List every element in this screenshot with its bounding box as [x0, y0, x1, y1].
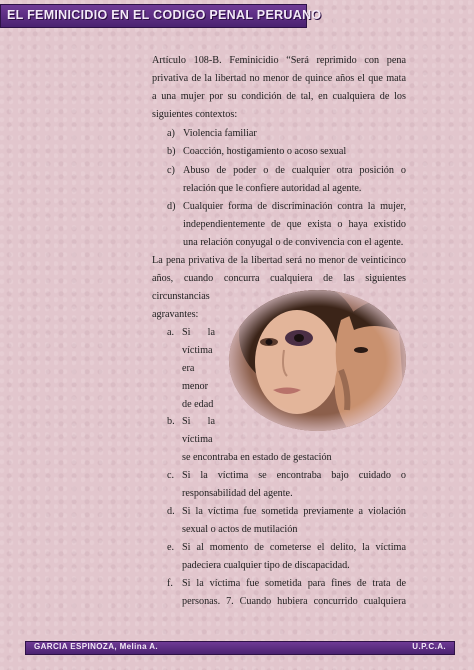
list-item-text: relación que le confiere autoridad al agente.: [183, 183, 362, 194]
list-item-text: era: [182, 363, 195, 374]
list-label: e.: [167, 542, 175, 553]
list-item-text: menor: [182, 381, 209, 392]
footer-banner: [25, 641, 455, 655]
list-item-text: padeciera cualquier tipo de discapacidad.: [182, 560, 350, 571]
list-label: c): [167, 165, 175, 176]
list-item-text: Si la víctima se encontraba bajo cuidado o: [182, 470, 406, 481]
list-item-text: víctima: [182, 434, 213, 445]
footer-institution: U.P.C.A.: [412, 642, 446, 651]
vignette-photo: [229, 290, 406, 431]
list-item-text: de edad: [182, 399, 214, 410]
list-label: b.: [167, 416, 175, 427]
list-label: a.: [167, 327, 175, 338]
list-item-text: Si la víctima fue sometida previamente a violación: [182, 506, 406, 517]
list-item-text: Abuso de poder o de cualquier otra posición o: [183, 165, 406, 176]
list-item-text: sexual o actos de mutilación: [182, 524, 298, 535]
list-item-text: responsabilidad del agente.: [182, 488, 293, 499]
list-item-text: independientemente de que exista o haya existido: [183, 219, 406, 230]
list-label: a): [167, 128, 175, 139]
list-label: d): [167, 201, 176, 212]
list-item-text: Si la: [182, 327, 215, 338]
list-label: c.: [167, 470, 175, 481]
photo-illustration: [229, 290, 406, 431]
list-item-text: Cualquier forma de discriminación contra la mujer,: [183, 201, 406, 212]
list-label: b): [167, 146, 176, 157]
list-item-text: Si la: [182, 416, 215, 427]
list-item-text: víctima: [182, 345, 213, 356]
page-title: EL FEMINICIDIO EN EL CODIGO PENAL PERUANO: [7, 8, 322, 22]
article-line: Artículo 108-B. Feminicidio “Será reprimido con pena: [152, 55, 406, 66]
article-line: años, cuando concurra cualquiera de las siguientes: [152, 273, 406, 284]
article-line: a una mujer por su condición de tal, en cualquiera de los: [152, 91, 406, 102]
article-line: agravantes:: [152, 309, 199, 320]
list-label: d.: [167, 506, 175, 517]
article-line: La pena privativa de la libertad será no menor de veinticinco: [152, 255, 406, 266]
article-line: privativa de la libertad no menor de quince años el que mata: [152, 73, 406, 84]
list-item-text: Si al momento de cometerse el delito, la víctima: [182, 542, 406, 553]
article-line: circunstancias: [152, 291, 210, 302]
list-item-text: Violencia familiar: [183, 128, 257, 139]
list-label: f.: [167, 578, 173, 589]
list-item-text: Si la víctima fue sometida para fines de trata de: [182, 578, 406, 589]
list-item-text: Coacción, hostigamiento o acoso sexual: [183, 146, 347, 157]
list-item-text: personas. 7. Cuando hubiera concurrido cualquiera: [182, 596, 406, 607]
list-item-text: se encontraba en estado de gestación: [182, 452, 332, 463]
header-banner: [0, 4, 322, 28]
article-line: siguientes contextos:: [152, 109, 238, 120]
list-item-text: una relación conyugal o de convivencia con el agente.: [183, 237, 404, 248]
footer-author: GARCIA ESPINOZA, Melina A.: [34, 642, 159, 651]
